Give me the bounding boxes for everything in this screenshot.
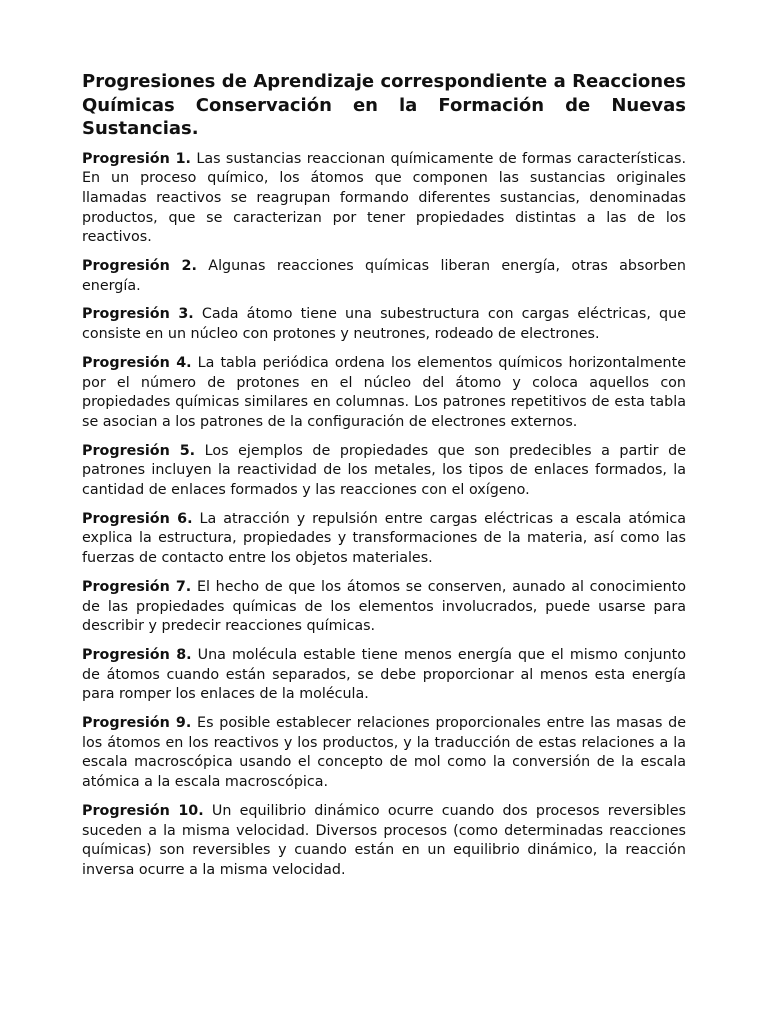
progression-label: Progresión 10. <box>82 802 204 819</box>
progression-paragraph-2 <box>82 257 686 296</box>
progression-text: Una molécula estable tiene menos energía que el mismo conjunto de átomos cuando están separados, se debe proporcionar al menos esta energía para romper los enlaces de la molécula. <box>82 646 686 703</box>
progression-paragraph-4 <box>82 354 686 433</box>
progression-text: Los ejemplos de propiedades que son predecibles a partir de patrones incluyen la reactividad de los metales, los tipos de enlaces formados, la cantidad de enlaces formados y las reacciones con el oxígeno. <box>82 442 686 499</box>
progression-paragraph-7 <box>82 578 686 637</box>
progression-paragraph-6 <box>82 510 686 569</box>
document-page <box>82 70 686 890</box>
progression-label: Progresión 1. <box>82 150 191 167</box>
document-title: Progresiones de Aprendizaje correspondiente a Reacciones Químicas Conservación en la Formación de Nuevas Sustancias. <box>82 71 686 139</box>
progression-text: Algunas reacciones químicas liberan energía, otras absorben energía. <box>82 258 686 294</box>
progression-paragraph-8 <box>82 646 686 705</box>
progression-paragraph-1 <box>82 150 686 249</box>
progression-text: El hecho de que los átomos se conserven, aunado al conocimiento de las propiedades químicas de los elementos involucrados, puede usarse para describir y predecir reacciones químicas. <box>82 578 686 635</box>
progression-text: La tabla periódica ordena los elementos químicos horizontalmente por el número de protones en el núcleo del átomo y coloca aquellos con propiedades químicas similares en columnas. Los patrones repetitivos de esta tabla se asocian a los patrones de la configuración de electrones externos. <box>82 354 687 430</box>
progression-paragraph-10 <box>82 802 686 881</box>
progression-label: Progresión 3. <box>82 306 194 323</box>
progression-label: Progresión 6. <box>82 510 193 527</box>
progression-text: Un equilibrio dinámico ocurre cuando dos procesos reversibles suceden a la misma velocidad. Diversos procesos (como determinadas reacciones químicas) son reversibles y cuando están en un equilibrio dinámico, la reacción inversa ocurre a la misma velocidad. <box>82 802 686 878</box>
progression-text: Es posible establecer relaciones proporcionales entre las masas de los átomos en los reactivos y los productos, y la traducción de estas relaciones a la escala macroscópica usando el concepto de mol como la conversión de la escala atómica a la escala macroscópica. <box>82 715 686 791</box>
progression-label: Progresión 9. <box>82 715 192 732</box>
progression-label: Progresión 7. <box>82 578 192 595</box>
progression-paragraph-5 <box>82 442 686 501</box>
progression-label: Progresión 8. <box>82 646 192 663</box>
progression-text: Las sustancias reaccionan químicamente de formas características. En un proceso químico, los átomos que componen las sustancias originales llamadas reactivos se reagrupan formando diferentes sustancias, denominadas productos, que se caracterizan por tener propiedades distintas a las de los reactivos. <box>82 150 687 246</box>
progression-label: Progresión 4. <box>82 354 192 371</box>
progression-text: Cada átomo tiene una subestructura con cargas eléctricas, que consiste en un núcleo con protones y neutrones, rodeado de electrones. <box>82 306 686 343</box>
progression-label: Progresión 5. <box>82 442 196 459</box>
progression-text: La atracción y repulsión entre cargas eléctricas a escala atómica explica la estructura, propiedades y transformaciones de la materia, así como las fuerzas de contacto entre los objetos materiales. <box>82 510 686 567</box>
progression-paragraph-3 <box>82 305 686 344</box>
progression-paragraph-9 <box>82 714 686 793</box>
progression-label: Progresión 2. <box>82 258 197 275</box>
